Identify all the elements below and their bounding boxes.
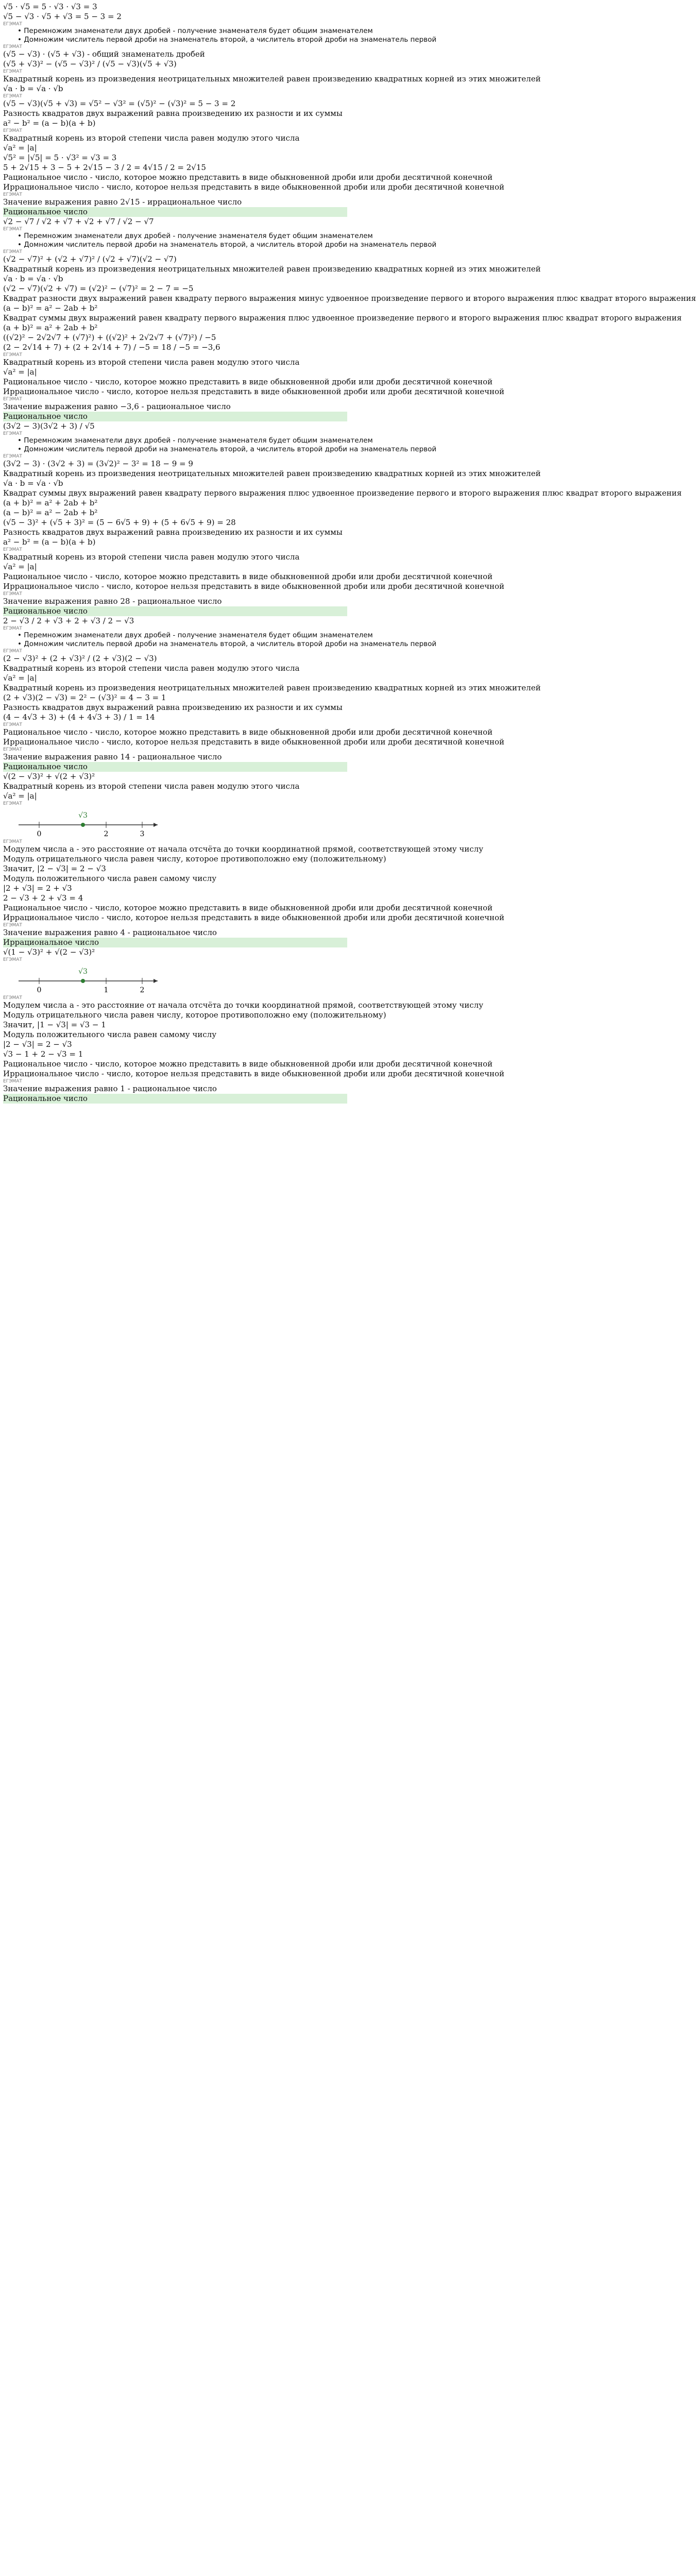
math-line: (3√2 − 3) · (3√2 + 3) = (3√2)² − 3² = 18 − 9 = 9 [3, 459, 193, 468]
math-line: (√5 − 3)² + (√5 + 3)² = (5 − 6√5 + 9) + (5 + 6√5 + 9) = 28 [3, 518, 236, 527]
number-line [3, 806, 347, 839]
watermark: ЕГЭМАТ [3, 722, 22, 727]
point-marker [81, 823, 85, 827]
math-line: (√5 − √3)(√5 + √3) = √5² − √3² = (√5)² − (√3)² = 5 − 3 = 2 [3, 99, 236, 108]
math-line: Иррациональное число - число, которое нельзя представить в виде обыкновенной дроби или дроби десятичной конечной [3, 737, 505, 747]
tick-label: 1 [104, 986, 109, 994]
math-line: (2 − √3)² + (2 + √3)² / (2 + √3)(2 − √3) [3, 654, 157, 663]
point-label: √3 [78, 811, 88, 820]
watermark: ЕГЭМАТ [3, 1079, 22, 1084]
bullet-note: • Перемножим знаменатели двух дробей - получение знаменателя будет общим знаменателем [18, 436, 373, 445]
section-math [3, 654, 541, 727]
math-line: (√2 − √7)² + (√2 + √7)² / (√2 + √7)(√2 − √7) [3, 255, 177, 264]
section-text [3, 1001, 505, 1084]
math-line: √a² = |a| [3, 791, 37, 801]
section-math [3, 99, 347, 133]
math-line: √3 − 1 + 2 − √3 = 1 [3, 1049, 83, 1059]
watermark: ЕГЭМАТ [3, 249, 22, 255]
math-line: Модуль положительного числа равен самому числу [3, 1030, 217, 1039]
section-text [3, 133, 505, 197]
section-hl [3, 762, 347, 772]
watermark: ЕГЭМАТ [3, 94, 22, 99]
section-math [3, 616, 347, 631]
section-hl [3, 1094, 347, 1104]
watermark: ЕГЭМАТ [3, 22, 22, 27]
math-line: (a + b)² = a² + 2ab + b² [3, 498, 98, 507]
answer-highlight: Иррациональное число [3, 938, 347, 947]
section-math [3, 255, 696, 358]
math-line: Квадрат суммы двух выражений равен квадрату первого выражения плюс удвоенное произведение первого и второго выражения плюс квадрат второго выражения [3, 488, 682, 498]
math-line: Рациональное число - число, которое можно представить в виде обыкновенной дроби или дроби десятичной конечной [3, 377, 493, 386]
section-hl [3, 412, 347, 421]
math-line: |2 − √3| = 2 − √3 [3, 1040, 72, 1049]
bullet-note: • Домножим числитель первой дроби на знаменатель второй, а числитель второй дроби на знаменатель первой [18, 640, 437, 648]
section-hl [3, 606, 347, 616]
math-line: Квадратный корень из второй степени числа равен модулю этого числа [3, 782, 300, 791]
watermark: ЕГЭМАТ [3, 626, 22, 631]
math-line: Квадратный корень из второй степени числа равен модулю этого числа [3, 664, 300, 673]
section-answer [3, 197, 347, 207]
math-line: √5 · √5 = 5 · √3 · √3 = 3 [3, 2, 97, 11]
math-line: |2 + √3| = 2 + √3 [3, 884, 72, 893]
math-line: Модуль отрицательного числа равен числу, которое противоположно ему (положительному) [3, 1010, 386, 1020]
math-line: (a − b)² = a² − 2ab + b² [3, 303, 98, 313]
answer-highlight: Рациональное число [3, 762, 347, 772]
section-note [3, 27, 437, 49]
math-line: Квадратный корень из второй степени числа равен модулю этого числа [3, 358, 300, 367]
math-line: ((√2)² − 2√2√7 + (√7)²) + ((√2)² + 2√2√7 + (√7)²) / −5 [3, 333, 216, 342]
answer-text: Значение выражения равно 2√15 - иррациональное число [3, 197, 242, 207]
number-line [3, 962, 347, 995]
math-line: (2 + √3)(2 − √3) = 2² − (√3)² = 4 − 3 = 1 [3, 693, 166, 702]
tick-label: 2 [140, 986, 145, 994]
watermark: ЕГЭМАТ [3, 352, 22, 358]
watermark: ЕГЭМАТ [3, 923, 22, 928]
watermark: ЕГЭМАТ [3, 44, 22, 49]
math-line: Разность квадратов двух выражений равна произведению их разности и их суммы [3, 528, 343, 537]
math-line: √a² = |a| [3, 143, 37, 152]
tick-label: 2 [104, 830, 109, 838]
section-note [3, 631, 437, 654]
math-line: Значит, |1 − √3| = √3 − 1 [3, 1020, 106, 1029]
math-line: (√2 − √7)(√2 + √7) = (√2)² − (√7)² = 2 − 7 = −5 [3, 284, 194, 293]
math-line: Иррациональное число - число, которое нельзя представить в виде обыкновенной дроби или дроби десятичной конечной [3, 1069, 505, 1078]
math-line: Модулем числа a - это расстояние от начала отсчёта до точки координатной прямой, соответствующей этому числу [3, 1001, 484, 1010]
bullet-note: • Домножим числитель первой дроби на знаменатель второй, а числитель второй дроби на знаменатель первой [18, 445, 437, 453]
math-line: a² − b² = (a − b)(a + b) [3, 118, 96, 128]
watermark: ЕГЭМАТ [3, 547, 22, 552]
answer-highlight: Рациональное число [3, 412, 347, 421]
answer-highlight: Рациональное число [3, 606, 347, 616]
math-line: Рациональное число - число, которое можно представить в виде обыкновенной дроби или дроби десятичной конечной [3, 572, 493, 581]
math-line: √a² = |a| [3, 673, 37, 683]
number-line-graphic [3, 962, 168, 995]
answer-text: Значение выражения равно 14 - рациональное число [3, 752, 222, 761]
math-line: Квадратный корень из произведения неотрицательных множителей равен произведению квадратных корней из этих множителей [3, 264, 541, 274]
bullet-note: • Домножим числитель первой дроби на знаменатель второй, а числитель второй дроби на знаменатель первой [18, 241, 437, 249]
math-line: Иррациональное число - число, которое нельзя представить в виде обыкновенной дроби или дроби десятичной конечной [3, 913, 505, 922]
math-line: Квадрат суммы двух выражений равен квадрату первого выражения плюс удвоенное произведение первого и второго выражения плюс квадрат второго выражения [3, 313, 682, 323]
bullet-note: • Перемножим знаменатели двух дробей - получение знаменателя будет общим знаменателем [18, 631, 373, 639]
math-line: Модуль отрицательного числа равен числу, которое противоположно ему (положительному) [3, 854, 386, 863]
arrow-icon [154, 823, 158, 827]
section-text [3, 552, 505, 597]
math-line: √(1 − √3)² + √(2 − √3)² [3, 947, 95, 957]
tick-label: 3 [140, 830, 145, 838]
math-line: Квадратный корень из произведения неотрицательных множителей равен произведению квадратных корней из этих множителей [3, 683, 541, 692]
answer-text: Значение выражения равно 1 - рациональное число [3, 1084, 217, 1093]
watermark: ЕГЭМАТ [3, 801, 22, 806]
math-line: Разность квадратов двух выражений равна произведению их разности и их суммы [3, 703, 343, 712]
point-marker [81, 979, 85, 983]
section-text [3, 844, 505, 928]
watermark: ЕГЭМАТ [3, 649, 22, 654]
math-line: Квадратный корень из произведения неотрицательных множителей равен произведению квадратных корней из этих множителей [3, 74, 541, 83]
number-line-graphic [3, 806, 168, 839]
answer-text: Значение выражения равно 4 - рациональное число [3, 928, 217, 937]
section-text [3, 358, 505, 402]
math-line: Квадрат разности двух выражений равен квадрату первого выражения минус удвоенное произведение первого и второго выражения плюс квадрат второго выражения [3, 294, 696, 303]
math-line: Квадратный корень из второй степени числа равен модулю этого числа [3, 133, 300, 143]
section-numberline [3, 962, 347, 1001]
tick-label: 0 [37, 986, 42, 994]
section-hl [3, 207, 347, 217]
section-text [3, 727, 505, 752]
math-line: √(2 − √3)² + √(2 + √3)² [3, 772, 95, 781]
watermark: ЕГЭМАТ [3, 454, 22, 459]
watermark: ЕГЭМАТ [3, 431, 22, 436]
math-line: Рациональное число - число, которое можно представить в виде обыкновенной дроби или дроби десятичной конечной [3, 1059, 493, 1069]
section-math [3, 772, 347, 806]
math-line: Иррациональное число - число, которое нельзя представить в виде обыкновенной дроби или дроби десятичной конечной [3, 182, 505, 192]
math-line: (3√2 − 3)(3√2 + 3) / √5 [3, 421, 95, 431]
math-line: Иррациональное число - число, которое нельзя представить в виде обыкновенной дроби или дроби десятичной конечной [3, 387, 505, 396]
answer-highlight: Рациональное число [3, 1094, 347, 1104]
point-label: √3 [78, 968, 88, 976]
solution-page [0, 0, 696, 1104]
math-line: √2 − √7 / √2 + √7 + √2 + √7 / √2 − √7 [3, 217, 154, 226]
math-line: Рациональное число - число, которое можно представить в виде обыкновенной дроби или дроби десятичной конечной [3, 727, 493, 737]
math-line: (2 − 2√14 + 7) + (2 + 2√14 + 7) / −5 = 18 / −5 = −3,6 [3, 343, 220, 352]
math-line: (a − b)² = a² − 2ab + b² [3, 508, 98, 517]
bullet-note: • Перемножим знаменатели двух дробей - получение знаменателя будет общим знаменателем [18, 27, 373, 35]
section-answer [3, 597, 347, 606]
answer-highlight: Рациональное число [3, 207, 347, 217]
math-line: Модуль положительного числа равен самому числу [3, 874, 217, 883]
math-line: √a² = |a| [3, 562, 37, 571]
math-line: √5 − √3 · √5 + √3 = 5 − 3 = 2 [3, 12, 122, 21]
tick-label: 0 [37, 830, 42, 838]
watermark: ЕГЭМАТ [3, 957, 22, 962]
watermark: ЕГЭМАТ [3, 839, 22, 844]
math-line: √a² = |a| [3, 367, 37, 377]
watermark: ЕГЭМАТ [3, 397, 22, 402]
math-line: (4 − 4√3 + 3) + (4 + 4√3 + 3) / 1 = 14 [3, 713, 155, 722]
math-line: (√5 − √3) · (√5 + √3) - общий знаменатель дробей [3, 49, 205, 59]
section-math [3, 947, 347, 962]
section-answer [3, 928, 347, 938]
math-line: 2 − √3 + 2 + √3 = 4 [3, 893, 83, 903]
bullet-note: • Перемножим знаменатели двух дробей - получение знаменателя будет общим знаменателем [18, 232, 373, 240]
math-line: Квадратный корень из произведения неотрицательных множителей равен произведению квадратных корней из этих множителей [3, 469, 541, 478]
section-hl [3, 938, 347, 947]
section-note [3, 436, 437, 459]
watermark: ЕГЭМАТ [3, 747, 22, 752]
watermark: ЕГЭМАТ [3, 591, 22, 597]
section-numberline [3, 806, 347, 844]
watermark: ЕГЭМАТ [3, 69, 22, 74]
watermark: ЕГЭМАТ [3, 128, 22, 133]
section-answer [3, 402, 347, 412]
math-line: Иррациональное число - число, которое нельзя представить в виде обыкновенной дроби или дроби десятичной конечной [3, 582, 505, 591]
math-line: Разность квадратов двух выражений равна произведению их разности и их суммы [3, 109, 343, 118]
math-line: 2 − √3 / 2 + √3 + 2 + √3 / 2 − √3 [3, 616, 134, 625]
math-line: 5 + 2√15 + 3 − 5 + 2√15 − 3 / 2 = 4√15 / 2 = 2√15 [3, 163, 206, 172]
section-math [3, 217, 347, 232]
math-line: a² − b² = (a − b)(a + b) [3, 537, 96, 547]
math-line: √a · b = √a · √b [3, 84, 63, 93]
math-line: (a + b)² = a² + 2ab + b² [3, 323, 98, 332]
math-line: √a · b = √a · √b [3, 274, 63, 283]
section-math [3, 421, 347, 436]
answer-text: Значение выражения равно 28 - рациональное число [3, 597, 222, 606]
section-math [3, 49, 347, 74]
section-note [3, 232, 437, 255]
section-text [3, 74, 541, 99]
watermark: ЕГЭМАТ [3, 227, 22, 232]
section-math [3, 459, 682, 552]
watermark: ЕГЭМАТ [3, 995, 22, 1001]
math-line: √5² = |√5| = 5 · √3² = √3 = 3 [3, 153, 117, 162]
answer-text: Значение выражения равно −3,6 - рациональное число [3, 402, 231, 411]
arrow-icon [154, 979, 158, 983]
watermark: ЕГЭМАТ [3, 192, 22, 197]
section-math [3, 2, 347, 27]
math-line: Рациональное число - число, которое можно представить в виде обыкновенной дроби или дроби десятичной конечной [3, 903, 493, 912]
bullet-note: • Домножим числитель первой дроби на знаменатель второй, а числитель второй дроби на знаменатель первой [18, 36, 437, 44]
math-line: √a · b = √a · √b [3, 479, 63, 488]
section-answer [3, 752, 347, 762]
math-line: Рациональное число - число, которое можно представить в виде обыкновенной дроби или дроби десятичной конечной [3, 173, 493, 182]
math-line: Значит, |2 − √3| = 2 − √3 [3, 864, 106, 873]
section-answer [3, 1084, 347, 1094]
math-line: Квадратный корень из второй степени числа равен модулю этого числа [3, 552, 300, 562]
math-line: Модулем числа a - это расстояние от начала отсчёта до точки координатной прямой, соответствующей этому числу [3, 844, 484, 854]
math-line: (√5 + √3)² − (√5 − √3)² / (√5 − √3)(√5 + √3) [3, 59, 177, 69]
